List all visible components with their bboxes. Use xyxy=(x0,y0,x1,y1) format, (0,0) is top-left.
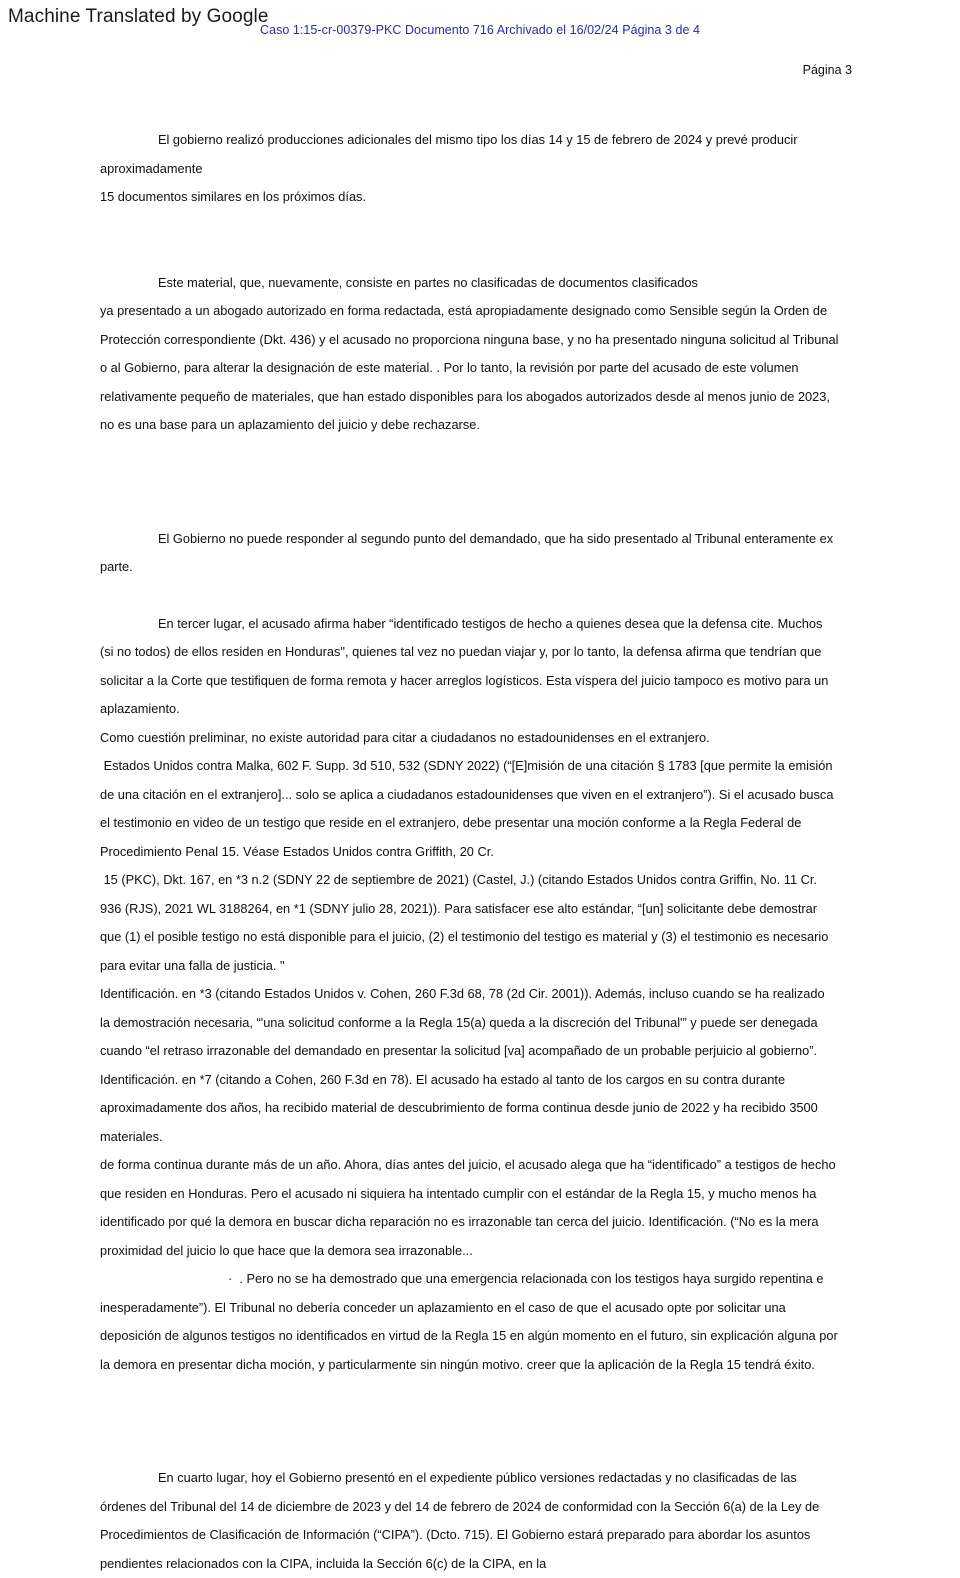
paragraph xyxy=(100,610,872,1380)
text-line: deposición de algunos testigos no identificados en virtud de la Regla 15 en algún momento en el futuro, sin explicación alguna por xyxy=(100,1322,872,1351)
text-line: Protección correspondiente (Dkt. 436) y el acusado no proporciona ninguna base, y no ha presentado ninguna solicitud al Tribunal xyxy=(100,326,872,355)
text-line: aplazamiento. xyxy=(100,695,872,724)
text-line: órdenes del Tribunal del 14 de diciembre de 2023 y del 14 de febrero de 2024 de conformidad con la Sección 6(a) de la Ley de xyxy=(100,1493,872,1522)
text-line: Identificación. en *7 (citando a Cohen, 260 F.3d en 78). El acusado ha estado al tanto de los cargos en su contra durante xyxy=(100,1066,872,1095)
text-line: En cuarto lugar, hoy el Gobierno presentó en el expediente público versiones redactadas y no clasificadas de las xyxy=(100,1464,872,1493)
text-line: no es una base para un aplazamiento del juicio y debe rechazarse. xyxy=(100,411,872,440)
paragraph xyxy=(100,1464,872,1578)
text-line: proximidad del juicio lo que hace que la demora sea irrazonable... xyxy=(100,1237,872,1266)
text-line: materiales. xyxy=(100,1123,872,1152)
text-line: cuando “el retraso irrazonable del demandado en presentar la solicitud [va] acompañado de un probable perjuicio al gobierno”. xyxy=(100,1037,872,1066)
text-line: parte. xyxy=(100,553,872,582)
text-line: para evitar una falla de justicia. " xyxy=(100,952,872,981)
text-line: (si no todos) de ellos residen en Honduras", quienes tal vez no puedan viajar y, por lo tanto, la defensa afirma que tendrían que xyxy=(100,638,872,667)
text-line: El gobierno realizó producciones adicionales del mismo tipo los días 14 y 15 de febrero de 2024 y prevé producir aproximadamente xyxy=(100,126,872,183)
text-line: de forma continua durante más de un año. Ahora, días antes del juicio, el acusado alega que ha “identificado” a testigos de hecho xyxy=(100,1151,872,1180)
text-line: Procedimiento Penal 15. Véase Estados Unidos contra Griffith, 20 Cr. xyxy=(100,838,872,867)
text-line: 936 (RJS), 2021 WL 3188264, en *1 (SDNY julio 28, 2021)). Para satisfacer ese alto estándar, “[un] solicitante debe demostrar xyxy=(100,895,872,924)
text-line: Como cuestión preliminar, no existe autoridad para citar a ciudadanos no estadounidenses en el extranjero. xyxy=(100,724,872,753)
text-line: la demora en presentar dicha moción, y particularmente sin ningún motivo. creer que la aplicación de la Regla 15 tendrá éxito. xyxy=(100,1351,872,1380)
text-line: 15 (PKC), Dkt. 167, en *3 n.2 (SDNY 22 de septiembre de 2021) (Castel, J.) (citando Estados Unidos contra Griffin, No. 11 Cr. xyxy=(100,866,872,895)
paragraph xyxy=(100,126,872,212)
page-number-label: Página 3 xyxy=(803,62,852,78)
text-line: que residen en Honduras. Pero el acusado ni siquiera ha intentado cumplir con el estándar de la Regla 15, y mucho menos ha xyxy=(100,1180,872,1209)
text-line: o al Gobierno, para alterar la designación de este material. . Por lo tanto, la revisión por parte del acusado de este volumen xyxy=(100,354,872,383)
text-line: el testimonio en video de un testigo que reside en el extranjero, debe presentar una moción conforme a la Regla Federal de xyxy=(100,809,872,838)
text-line: El Gobierno no puede responder al segundo punto del demandado, que ha sido presentado al Tribunal enteramente ex xyxy=(100,525,872,554)
text-line: relativamente pequeño de materiales, que han estado disponibles para los abogados autorizados desde al menos junio de 2023, xyxy=(100,383,872,412)
text-line: · . Pero no se ha demostrado que una emergencia relacionada con los testigos haya surgido repentina e xyxy=(100,1265,872,1294)
text-line: Este material, que, nuevamente, consiste en partes no clasificadas de documentos clasificados xyxy=(100,269,872,298)
paragraph-spacer xyxy=(100,1379,872,1464)
document-body xyxy=(100,126,872,1578)
text-line: inesperadamente”). El Tribunal no debería conceder un aplazamiento en el caso de que el acusado opte por solicitar una xyxy=(100,1294,872,1323)
paragraph-spacer xyxy=(100,212,872,269)
text-line: identificado por qué la demora en buscar dicha reparación no es irrazonable tan cerca del juicio. Identificación. (“No es la mera xyxy=(100,1208,872,1237)
paragraph xyxy=(100,525,872,582)
paragraph-spacer xyxy=(100,582,872,610)
text-line: la demostración necesaria, “'una solicitud conforme a la Regla 15(a) queda a la discreción del Tribunal'” y puede ser denegada xyxy=(100,1009,872,1038)
text-line: Procedimientos de Clasificación de Información (“CIPA”). (Dcto. 715). El Gobierno estará preparado para abordar los asuntos xyxy=(100,1521,872,1550)
text-line: de una citación en el extranjero]... solo se aplica a ciudadanos estadounidenses que viven en el extranjero”). Si el acusado busca xyxy=(100,781,872,810)
text-line: Estados Unidos contra Malka, 602 F. Supp. 3d 510, 532 (SDNY 2022) (“[E]misión de una citación § 1783 [que permite la emisión xyxy=(100,752,872,781)
machine-translation-banner: Machine Translated by Google xyxy=(8,6,269,28)
text-line: aproximadamente dos años, ha recibido material de descubrimiento de forma continua desde junio de 2022 y ha recibido 3500 xyxy=(100,1094,872,1123)
text-line: 15 documentos similares en los próximos días. xyxy=(100,183,872,212)
paragraph xyxy=(100,269,872,440)
text-line: En tercer lugar, el acusado afirma haber “identificado testigos de hecho a quienes desea que la defensa cite. Muchos xyxy=(100,610,872,639)
text-line: que (1) el posible testigo no está disponible para el juicio, (2) el testimonio del testigo es material y (3) el testimonio es necesario xyxy=(100,923,872,952)
paragraph-spacer xyxy=(100,440,872,525)
text-line: Identificación. en *3 (citando Estados Unidos v. Cohen, 260 F.3d 68, 78 (2d Cir. 2001)). Además, incluso cuando se ha realizado xyxy=(100,980,872,1009)
court-filing-stamp: Caso 1:15-cr-00379-PKC Documento 716 Archivado el 16/02/24 Página 3 de 4 xyxy=(0,22,960,38)
text-line: solicitar a la Corte que testifiquen de forma remota y hacer arreglos logísticos. Esta víspera del juicio tampoco es motivo para un xyxy=(100,667,872,696)
text-line: pendientes relacionados con la CIPA, incluida la Sección 6(c) de la CIPA, en la xyxy=(100,1550,872,1578)
text-line: ya presentado a un abogado autorizado en forma redactada, está apropiadamente designado como Sensible según la Orden de xyxy=(100,297,872,326)
